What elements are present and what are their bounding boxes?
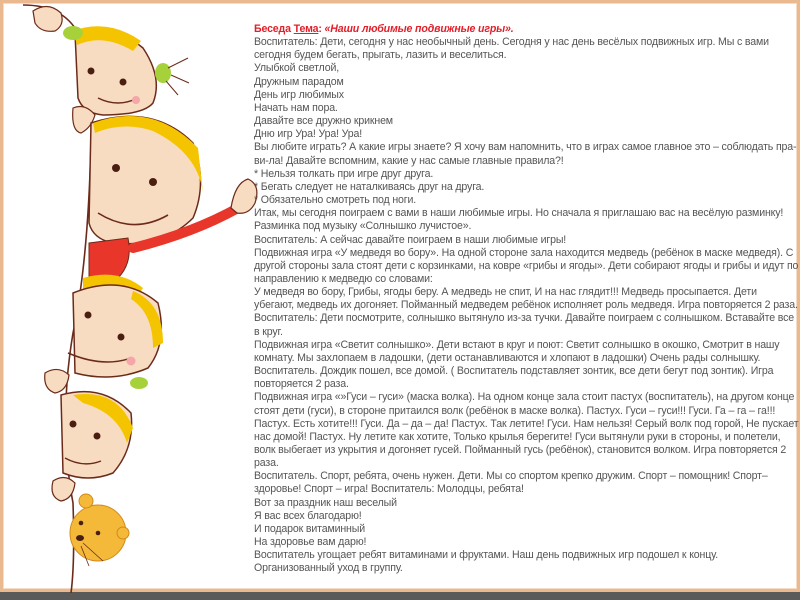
paragraph: Разминка под музыку «Солнышко лучистое». xyxy=(254,220,472,233)
child-1-icon xyxy=(33,6,189,133)
rule-item: * Обязательно смотреть под ноги. xyxy=(254,194,417,207)
title-topic-label: Тема xyxy=(293,23,319,35)
poem-line: Дню игр Ура! Ура! Ура! xyxy=(254,128,363,141)
paragraph: Подвижная игра «»Гуси – гуси» (маска волка). На одном конце зала стоит пастух (воспитатель), на другом конце стоят дети (гуси), в стороне притаился волк (ребёнок в маске волка). Пастух. Гуси – гуси!!! Гуси. Га – га – га!!! Пастух. Есть хотите!!! Гуси. Да – да – да! Пастух. Так летите! Гуси. Нам нельзя! Серый волк под горой, Не пускает нас домой! Пастух. Ну летите как хотите, Только крылья берегите! Гуси вытянули руки в стороны, и полетели, волк выбегает из укрытия и догоняет гусей. Пойманный гусь (ребёнок), становится волком. Игра повторяется 2 раза. xyxy=(254,391,799,470)
poem-line: Вот за праздник наш веселый xyxy=(254,496,397,509)
child-4-icon xyxy=(52,392,133,501)
paragraph: Воспитатель: А сейчас давайте поиграем в наши любимые игры! xyxy=(254,233,567,246)
paragraph: Подвижная игра «Светит солнышко». Дети встают в круг и поют: Светит солнышко в окошко, Смотрит в нашу комнату. Мы захлопаем в ладошки, (дети останавливаются и хлопают в ладошки) Очень рады солнышку. Воспитатель. Дождик пошел, все домой. ( Воспитатель подставляет зонтик, все дети бегут под зонтик). Игра повторяется 2 раза. xyxy=(254,338,780,391)
poem-line: Давайте все дружно крикнем xyxy=(254,115,393,128)
rule-item: * Нельзя толкать при игре друг друга. xyxy=(254,167,434,180)
poem-line: Я вас всех благодарю! xyxy=(254,509,362,522)
paragraph: Вы любите играть? А какие игры знаете? Я хочу вам напомнить, что в играх самое главное это – соблюдать пра-ви-ла! Давайте вспомним, какие у нас самые главные правила?! xyxy=(254,141,797,167)
poem-line: День игр любимых xyxy=(254,88,344,101)
poem-line: И подарок витаминный xyxy=(254,522,365,535)
paragraph: У медведя во бору, Грибы, ягоды беру. А медведь не спит, И на нас глядит!!! Медведь просыпается. Дети убегают, медведь их догоняет. Пойманный медведем ребёнок исполняет роль медведя. Игра повторяется 2 раза. Воспитатель: Дети посмотрите, солнышко вытянуло из-за тучки. Давайте поиграем с солнышком. Вставайте все в круг. xyxy=(254,286,798,338)
poem-line: Улыбкой светлой, xyxy=(254,62,340,75)
title-topic: «Наши любимые подвижные игры». xyxy=(324,23,514,35)
title-separator: : xyxy=(318,23,325,35)
document-text xyxy=(254,23,799,576)
child-2-waving-icon xyxy=(83,116,257,303)
teddy-bear-icon xyxy=(70,494,129,566)
paragraph: Воспитатель. Спорт, ребята, очень нужен. Дети. Мы со спортом крепко дружим. Спорт – помощник! Спорт– здоровье! Спорт – игра! Воспитатель: Молодцы, ребята! xyxy=(254,470,768,496)
paragraph: Подвижная игра «У медведя во бору». На одной стороне зала находится медведь (ребёнок в маске медведя). С другой стороны зала стоят дети с корзинками, на ковре «грибы и ягоды». Дети собирают ягоды и грибы и идут по направлению к медведю со словами: xyxy=(254,246,799,285)
kids-peeking-illustration xyxy=(3,3,258,593)
paragraph: Итак, мы сегодня поиграем с вами в наши любимые игры. Но сначала я приглашаю вас на весёлую разминку! xyxy=(254,207,784,220)
paragraph: Воспитатель: Дети, сегодня у нас необычный день. Сегодня у нас день весёлых подвижных игр. Мы с вами сегодня будем бегать, прыгать, лазить и веселиться. xyxy=(254,36,769,62)
poem-line: Начать нам пора. xyxy=(254,101,338,114)
child-3-icon xyxy=(45,285,163,393)
poem-line: На здоровье вам дарю! xyxy=(254,536,367,549)
title-prefix: Беседа xyxy=(254,23,294,35)
paragraph: Воспитатель угощает ребят витаминами и фруктами. Наш день подвижных игр подошел к концу. Организованный уход в группу. xyxy=(254,549,719,575)
poem-line: Дружным парадом xyxy=(254,75,344,88)
conversation-title xyxy=(254,23,799,36)
rule-item: * Бегать следует не наталкиваясь друг на друга. xyxy=(254,180,485,193)
